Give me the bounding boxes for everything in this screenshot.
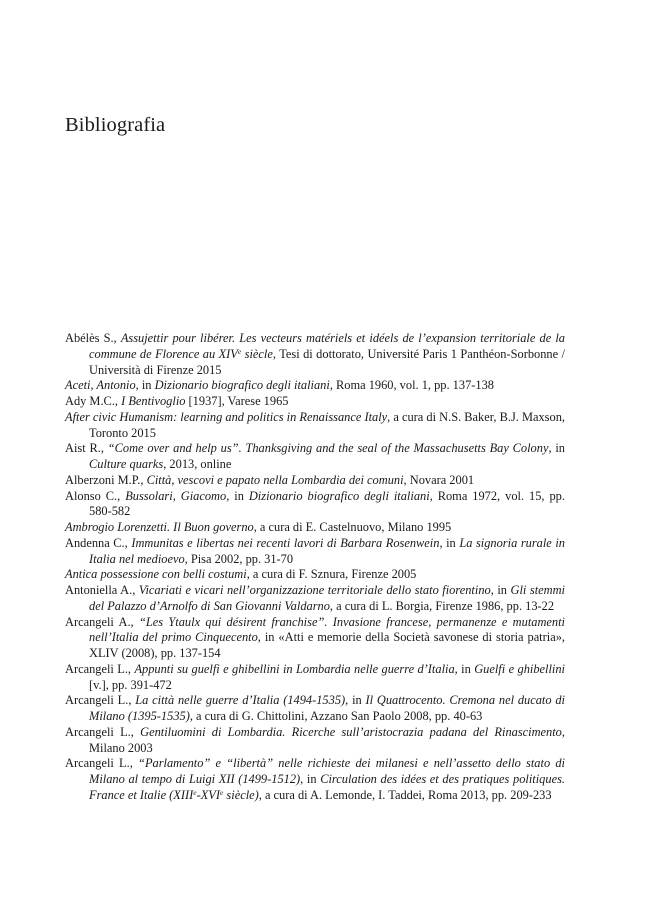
entry-text: , Milano 2003 bbox=[89, 724, 565, 755]
entry-text: , in bbox=[226, 488, 249, 503]
italic-text: Gli stemmi del Palazzo d’Arnolfo di San Giovanni Valdarno bbox=[89, 583, 565, 613]
italic-text: Circulation des idées et des pratiques politiques. France et Italie (XIII bbox=[89, 772, 565, 802]
bibliography-entry bbox=[65, 331, 565, 378]
entry-text: , a cura di F. Sznura, Firenze 2005 bbox=[246, 567, 417, 582]
bibliography-entry bbox=[65, 441, 565, 473]
entry-text: , in bbox=[454, 661, 475, 676]
entry-text: , a cura di A. Lemonde, I. Taddei, Roma 2013, pp. 209-233 bbox=[258, 787, 552, 802]
bibliography-entry bbox=[65, 394, 565, 410]
superscript-text: e bbox=[219, 787, 224, 797]
bibliography-entry bbox=[65, 489, 565, 521]
entry-text: , Tesi di dottorato, Université Paris 1 Panthéon-Sorbonne / Università di Firenze 2015 bbox=[89, 346, 566, 377]
italic-text: After civic Humanism: learning and politics in Renaissance Italy bbox=[65, 409, 388, 424]
bibliography-entry bbox=[65, 725, 565, 757]
entry-text: , in bbox=[548, 441, 565, 456]
entry-text: Abélès S., bbox=[65, 331, 121, 345]
entry-text: Arcangeli L., bbox=[65, 693, 136, 708]
bibliography-entry bbox=[65, 473, 565, 489]
bibliography-entry bbox=[65, 378, 565, 394]
entry-text: Antoniella A., bbox=[65, 583, 139, 597]
entry-text: , in bbox=[300, 772, 321, 786]
entry-text: Arcangeli L., bbox=[65, 724, 141, 739]
italic-text: Assujettir pour libérer. Les vecteurs matériels et idéels de l’expansion territoriale de la commune de Florence au XIV bbox=[89, 331, 565, 361]
entry-text: Arcangeli L., bbox=[65, 661, 135, 676]
page-title: Bibliografia bbox=[65, 114, 166, 136]
entry-text: , Roma 1972, vol. 15, pp. 580-582 bbox=[89, 488, 565, 519]
italic-text: Aceti, Antonio bbox=[65, 378, 136, 393]
entry-text: Alonso C., bbox=[65, 488, 126, 503]
entry-text: , a cura di N.S. Baker, B.J. Maxson, Toronto 2015 bbox=[89, 409, 565, 440]
italic-text: Immunitas e libertas nei recenti lavori di Barbara Rosenwein bbox=[131, 535, 440, 550]
bibliography-entry bbox=[65, 693, 565, 725]
italic-text: “Les Ytaulx qui désirent franchise”. Invasione francese, permanenze e mutamenti nell’Italia del primo Cinquecento bbox=[89, 614, 565, 645]
entry-text: [1937], Varese 1965 bbox=[185, 394, 289, 408]
bibliography-entry bbox=[65, 567, 565, 583]
italic-text: Appunti su guelfi e ghibellini in Lombardia nelle guerre d’Italia bbox=[134, 661, 455, 676]
italic-text: siècle) bbox=[223, 787, 259, 802]
bibliography-entry bbox=[65, 662, 565, 694]
italic-text: I Bentivoglio bbox=[121, 394, 186, 408]
entry-text: , a cura di L. Borgia, Firenze 1986, pp. 13-22 bbox=[329, 598, 555, 613]
entry-text: Arcangeli A., bbox=[65, 614, 139, 629]
entry-text: [v.], pp. 391-472 bbox=[89, 677, 172, 692]
italic-text: “Come over and help us”. Thanksgiving and the seal of the Massachusetts Bay Colony bbox=[107, 441, 549, 456]
entry-text: Ady M.C., bbox=[65, 394, 122, 408]
italic-text: siècle bbox=[241, 346, 273, 361]
entry-text: , in «Atti e memorie della Società savonese di storia patria», XLIV (2008), pp. 137-154 bbox=[89, 630, 565, 660]
entry-text: Arcangeli L., bbox=[65, 756, 139, 771]
entry-text: Andenna C., bbox=[65, 535, 132, 550]
italic-text: La città nelle guerre d’Italia (1494-1535) bbox=[135, 693, 346, 708]
italic-text: Antica possessione con belli costumi bbox=[65, 567, 247, 582]
italic-text: La signoria rurale in Italia nel medioevo bbox=[89, 535, 565, 566]
entry-text: , a cura di E. Castelnuovo, Milano 1995 bbox=[253, 520, 452, 534]
entry-text: , in bbox=[490, 583, 511, 597]
italic-text: Culture quarks bbox=[89, 457, 164, 471]
bibliography-entry bbox=[65, 583, 565, 615]
entry-text: Aist R., bbox=[65, 441, 108, 456]
entry-text: , Roma 1960, vol. 1, pp. 137-138 bbox=[329, 378, 494, 393]
entry-text: , in bbox=[345, 693, 366, 708]
superscript-text: e bbox=[237, 346, 242, 356]
italic-text: Ambrogio Lorenzetti. Il Buon governo bbox=[65, 520, 254, 534]
entry-text: , Novara 2001 bbox=[403, 472, 475, 487]
italic-text: Città, vescovi e papato nella Lombardia dei comuni bbox=[146, 472, 404, 487]
italic-text: “Parlamento” e “libertà” nelle richieste dei milanesi e nell’assetto dello stato di Milano al tempo di Luigi XII (1499-1512) bbox=[89, 756, 565, 786]
entry-text: , 2013, online bbox=[163, 457, 232, 471]
entry-text: Alberzoni M.P., bbox=[65, 472, 147, 487]
italic-text: -XVI bbox=[196, 787, 220, 802]
superscript-text: e bbox=[193, 787, 197, 797]
bibliography-entry bbox=[65, 615, 565, 662]
bibliography-entry bbox=[65, 536, 565, 568]
entry-text: , Pisa 2002, pp. 31-70 bbox=[184, 551, 294, 566]
italic-text: Dizionario biografico degli italiani bbox=[248, 488, 430, 503]
italic-text: Gentiluomini di Lombardia. Ricerche sull’aristocrazia padana del Rinascimento bbox=[140, 724, 562, 739]
italic-text: Guelfi e ghibellini bbox=[474, 661, 565, 676]
entry-text: , in bbox=[439, 535, 460, 550]
entry-text: , in bbox=[135, 378, 155, 393]
italic-text: Dizionario biografico degli italiani bbox=[154, 378, 330, 393]
bibliography-list bbox=[65, 331, 565, 804]
bibliography-entry bbox=[65, 520, 565, 536]
bibliography-entry bbox=[65, 756, 565, 803]
bibliography-entry bbox=[65, 410, 565, 442]
italic-text: Bussolari, Giacomo bbox=[125, 488, 227, 503]
italic-text: Vicariati e vicari nell’organizzazione territoriale dello stato fiorentino bbox=[138, 583, 491, 597]
entry-text: , a cura di G. Chittolini, Azzano San Paolo 2008, pp. 40-63 bbox=[189, 709, 483, 723]
italic-text: Il Quattrocento. Cremona nel ducato di Milano (1395-1535) bbox=[89, 693, 565, 723]
